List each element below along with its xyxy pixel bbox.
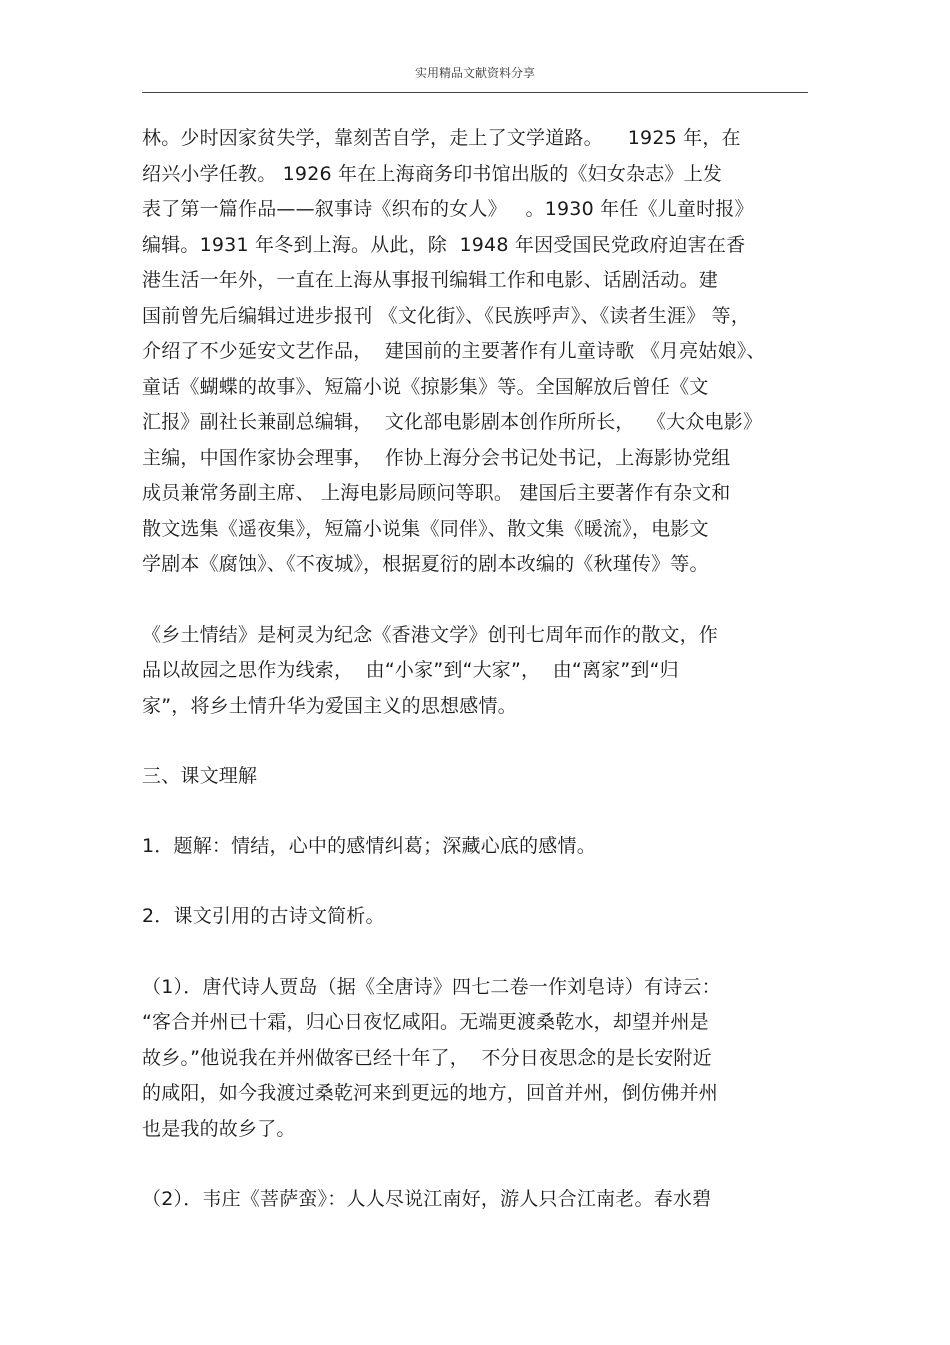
text-line: 学剧本《腐蚀》、《不夜城》，根据夏衍的剧本改编的《秋瑾传》等。 bbox=[142, 553, 709, 575]
text-line: 品以故园之思作为线索， 由“小家”到“大家”， 由“离家”到“归 bbox=[142, 659, 679, 681]
text-line: （2）．韦庄《菩萨蛮》：人人尽说江南好，游人只合江南老。春水碧 bbox=[142, 1188, 712, 1210]
text-line: 童话《蝴蝶的故事》、短篇小说《掠影集》等。全国解放后曾任《文 bbox=[142, 376, 709, 398]
text-line: （1）．唐代诗人贾岛（据《全唐诗》四七二卷一作刘皂诗）有诗云： bbox=[142, 976, 721, 998]
section-heading: 三、课文理解 bbox=[142, 765, 258, 787]
text-line: 也是我的故乡了。 bbox=[142, 1118, 296, 1140]
text-line: “客合并州已十霜，归心日夜忆咸阳。无端更渡桑乾水，却望并州是 bbox=[142, 1011, 709, 1033]
text-line: 故乡。”他说我在并州做客已经十年了， 不分日夜思念的是长安附近 bbox=[142, 1047, 712, 1069]
text-line: 2．课文引用的古诗文简析。 bbox=[142, 905, 385, 927]
page-header: 实用精品文献资料分享 bbox=[414, 66, 535, 80]
text-line: 的咸阳，如今我渡过桑乾河来到更远的地方，回首并州，倒仿佛并州 bbox=[142, 1082, 719, 1104]
text-line: 表了第一篇作品——叙事诗《织布的女人》 。1930 年任《儿童时报》 bbox=[142, 198, 754, 220]
header-divider bbox=[142, 92, 808, 93]
text-line: 汇报》副社长兼副总编辑， 文化部电影剧本创作所所长， 《大众电影》 bbox=[142, 411, 763, 433]
text-line: 家”，将乡土情升华为爱国主义的思想感情。 bbox=[142, 695, 517, 717]
text-line: 港生活一年外，一直在上海从事报刊编辑工作和电影、话剧活动。建 bbox=[142, 269, 719, 291]
text-line: 1．题解：情结，心中的感情纠葛；深藏心底的感情。 bbox=[142, 835, 596, 857]
text-line: 绍兴小学任教。 1926 年在上海商务印书馆出版的《妇女杂志》上发 bbox=[142, 163, 723, 185]
text-line: 成员兼常务副主席、 上海电影局顾问等职。 建国后主要著作有杂文和 bbox=[142, 482, 731, 504]
text-line: 编辑。1931 年冬到上海。从此，除 1948 年因受国民党政府迫害在香 bbox=[142, 234, 746, 256]
text-line: 主编，中国作家协会理事， 作协上海分会书记处书记，上海影协党组 bbox=[142, 447, 731, 469]
text-line: 散文选集《遥夜集》，短篇小说集《同伴》、散文集《暖流》，电影文 bbox=[142, 518, 709, 540]
text-line: 林。少时因家贫失学，靠刻苦自学，走上了文学道路。 1925 年，在 bbox=[142, 127, 741, 149]
text-line: 《乡土情结》是柯灵为纪念《香港文学》创刊七周年而作的散文，作 bbox=[142, 624, 719, 646]
text-line: 国前曾先后编辑过进步报刊 《文化街》、《民族呼声》、《读者生涯》 等， bbox=[142, 305, 751, 327]
text-line: 介绍了不少延安文艺作品， 建国前的主要著作有儿童诗歌 《月亮姑娘》、 bbox=[142, 340, 766, 362]
